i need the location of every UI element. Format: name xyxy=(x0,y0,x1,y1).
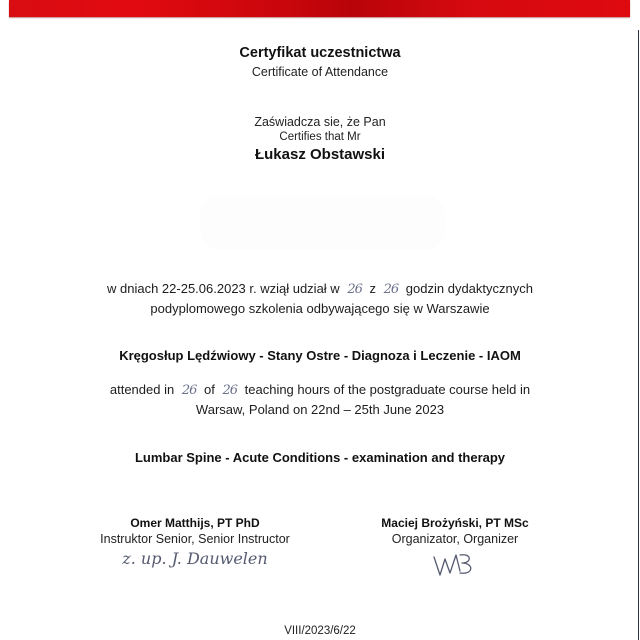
signature-block-organizer xyxy=(330,515,580,579)
signatory-role: Instruktor Senior, Senior Instructor xyxy=(100,532,290,546)
signature-scribble-icon xyxy=(430,549,480,579)
handwritten-signature: z. up. J. Dauwelen xyxy=(122,549,268,568)
attendance-line-1 xyxy=(0,380,640,400)
handwritten-hours-attended: 26 xyxy=(347,282,362,297)
certificate-title-english: Certificate of Attendance xyxy=(251,65,389,79)
attendance-text-b: z xyxy=(369,281,376,296)
signatory-name: Maciej Brożyński, PT MSc xyxy=(381,516,529,530)
attendance-statement-polish xyxy=(0,279,640,318)
attendance-text-a: w dniach 22-25.06.2023 r. wziął udział w xyxy=(107,281,340,296)
signatory-name: Omer Matthijs, PT PhD xyxy=(130,516,260,530)
attendance-line-2: Warsaw, Poland on 22nd – 25th June 2023 xyxy=(195,402,445,417)
signatory-role: Organizator, Organizer xyxy=(391,532,519,546)
handwritten-hours-attended: 26 xyxy=(181,383,197,398)
recipient-name: Łukasz Obstawski xyxy=(254,146,386,163)
certificate-title-polish: Certyfikat uczestnictwa xyxy=(239,45,401,61)
signature-block-instructor xyxy=(70,515,320,575)
course-title-polish: Kręgosłup Lędźwiowy - Stany Ostre - Diagnoza i Leczenie - IAOM xyxy=(119,348,521,363)
certifies-polish: Zaświadcza sie, że Pan xyxy=(254,115,386,129)
handwritten-hours-total: 26 xyxy=(222,383,238,398)
attendance-line-2: podyplomowego szkolenia odbywającego się w Warszawie xyxy=(150,301,490,316)
header-red-band xyxy=(9,0,630,17)
course-title-english: Lumbar Spine - Acute Conditions - examination and therapy xyxy=(134,450,506,465)
attendance-text-c: teaching hours of the postgraduate course held in xyxy=(244,382,531,397)
attendance-line-1 xyxy=(0,279,640,299)
redacted-area xyxy=(200,195,445,250)
attendance-text-c: godzin dydaktycznych xyxy=(405,281,533,296)
certifies-english: Certifies that Mr xyxy=(279,131,361,143)
attendance-text-b: of xyxy=(204,382,215,397)
attendance-text-a: attended in xyxy=(109,382,175,397)
reference-number: VIII/2023/6/22 xyxy=(284,625,356,637)
attendance-statement-english xyxy=(0,380,640,419)
handwritten-hours-total: 26 xyxy=(383,282,399,297)
